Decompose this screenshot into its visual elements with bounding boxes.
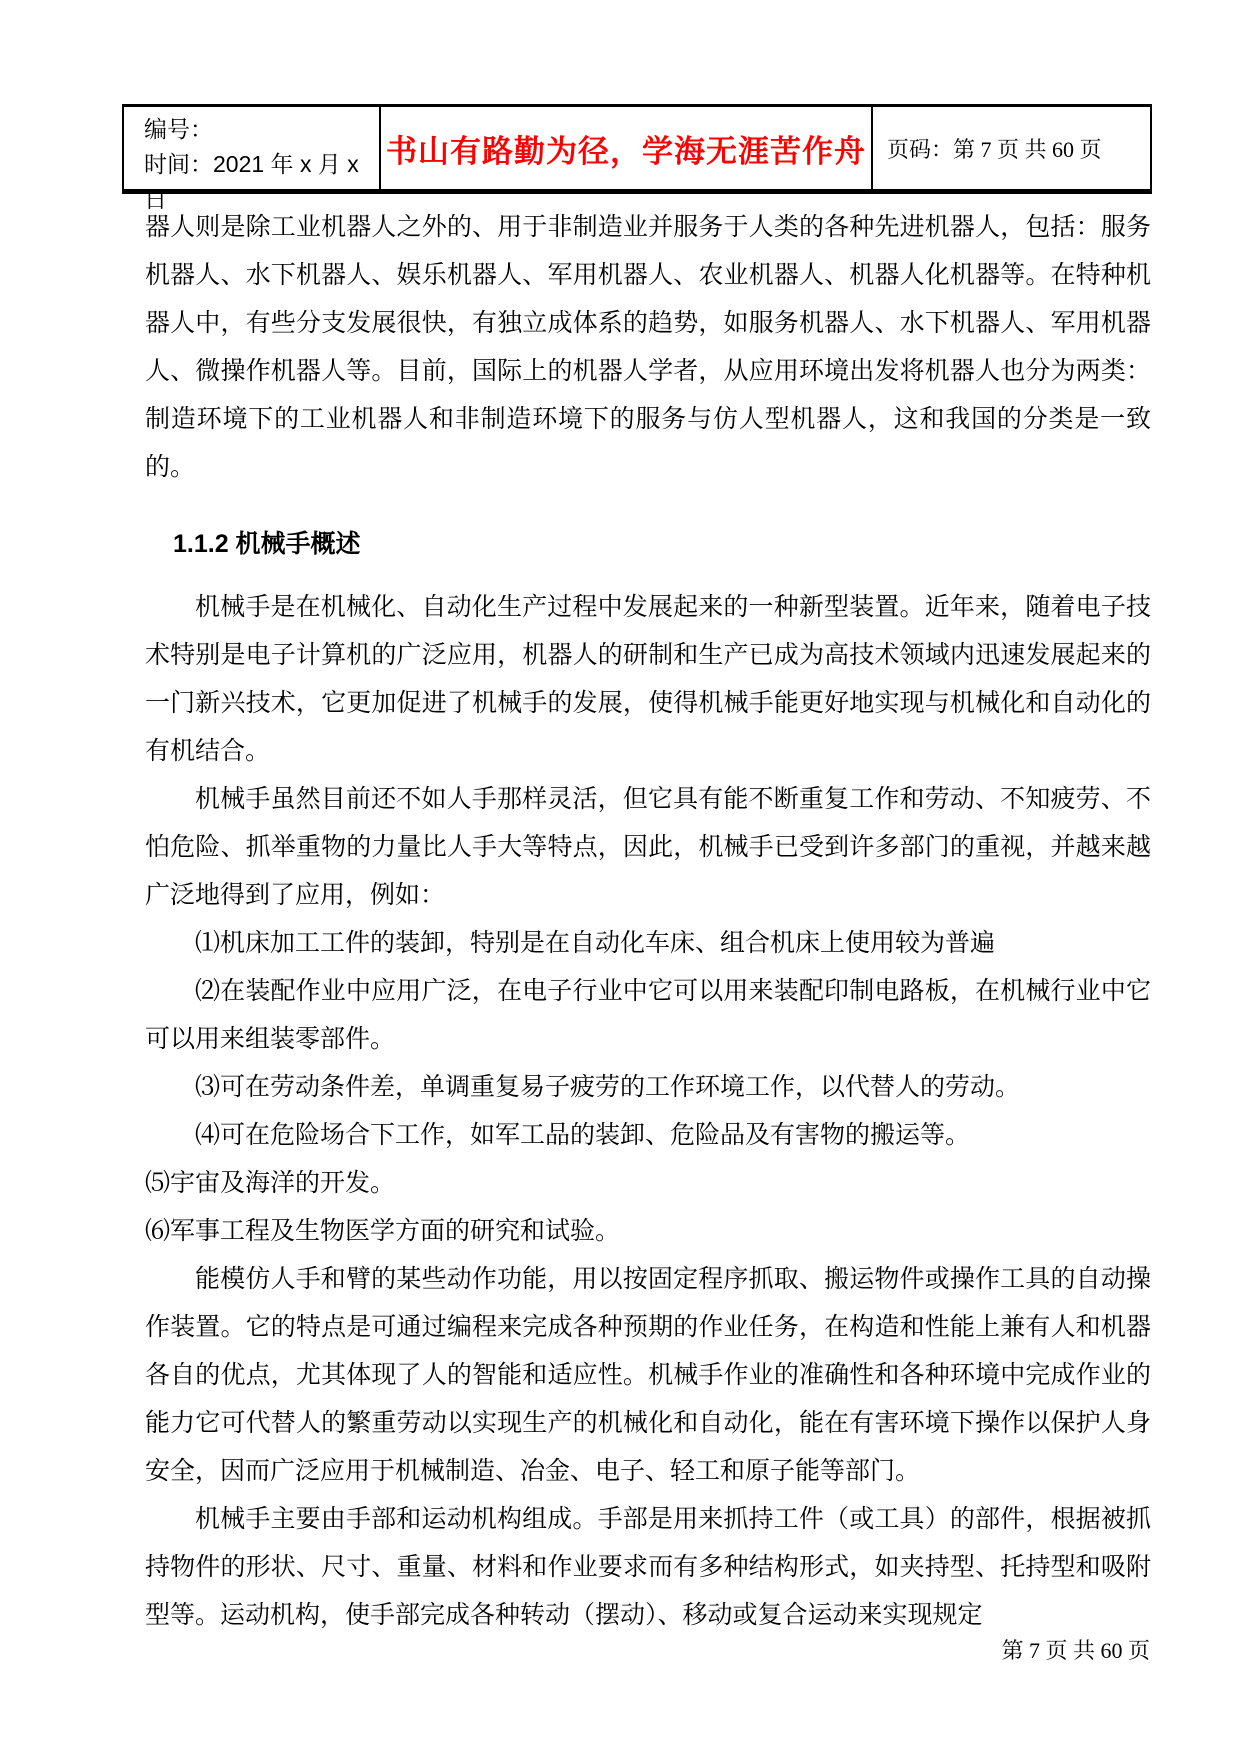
paragraph-robot-classification: 器人则是除工业机器人之外的、用于非制造业并服务于人类的各种先进机器人，包括：服务机器人、水下机器人、娱乐机器人、军用机器人、农业机器人、机器人化机器等。在特种机器人中，有些分支发展很快，有独立成体系的趋势，如服务机器人、水下机器人、军用机器人、微操作机器人等。目前，国际上的机器人学者，从应用环境出发将机器人也分为两类：制造环境下的工业机器人和非制造环境下的服务与仿人型机器人，这和我国的分类是一致的。 <box>145 214 1151 481</box>
section-heading-1-1-2: 1.1.2 机械手概述 <box>173 530 361 558</box>
paragraph-manipulator-parts: 机械手主要由手部和运动机构组成。手部是用来抓持工件（或工具）的部件，根据被抓持物件的形状、尺寸、重量、材料和作业要求而有多种结构形式，如夹持型、托持型和吸附型等。运动机构，使手部完成各种转动（摆动）、移动或复合运动来实现规定 <box>145 1506 1151 1629</box>
list-item-3: ⑶可在劳动条件差，单调重复易子疲劳的工作环境工作，以代替人的劳动。 <box>195 1074 1021 1101</box>
page-header <box>122 104 1152 212</box>
header-page-info: 页码：第 7 页 共 60 页 <box>871 107 1150 189</box>
document-body <box>145 204 1151 1640</box>
page-footer: 第 7 页 共 60 页 <box>1001 1638 1150 1663</box>
list-item-2: ⑵在装配作业中应用广泛，在电子行业中它可以用来装配印制电路板，在机械行业中它可以用来组装零部件。 <box>145 978 1151 1053</box>
header-left-cell <box>124 107 379 212</box>
list-item-5: ⑸宇宙及海洋的开发。 <box>145 1170 396 1197</box>
paragraph-manipulator-features: 机械手虽然目前还不如人手那样灵活，但它具有能不断重复工作和劳动、不知疲劳、不怕危险、抓举重物的力量比人手大等特点，因此，机械手已受到许多部门的重视，并越来越广泛地得到了应用，例如： <box>145 786 1151 909</box>
header-motto: 书山有路勤为径，学海无涯苦作舟 <box>379 107 871 189</box>
paragraph-manipulator-intro: 机械手是在机械化、自动化生产过程中发展起来的一种新型装置。近年来，随着电子技术特别是电子计算机的广泛应用，机器人的研制和生产已成为高技术领域内迅速发展起来的一门新兴技术，它更加促进了机械手的发展，使得机械手能更好地实现与机械化和自动化的有机结合。 <box>145 594 1151 765</box>
list-item-4: ⑷可在危险场合下工作，如军工品的装卸、危险品及有害物的搬运等。 <box>195 1122 971 1149</box>
doc-number-label: 编号： <box>144 116 213 142</box>
list-item-6: ⑹军事工程及生物医学方面的研究和试验。 <box>145 1218 621 1245</box>
doc-date-label: 时间：2021 年 x 月 x 日 <box>144 151 359 212</box>
list-item-1: ⑴机床加工工件的装卸，特别是在自动化车床、组合机床上使用较为普遍 <box>195 930 996 957</box>
paragraph-imitation-device: 能模仿人手和臂的某些动作功能，用以按固定程序抓取、搬运物件或操作工具的自动操作装置。它的特点是可通过编程来完成各种预期的作业任务，在构造和性能上兼有人和机器各自的优点，尤其体现了人的智能和适应性。机械手作业的准确性和各种环境中完成作业的能力它可代替人的繁重劳动以实现生产的机械化和自动化，能在有害环境下操作以保护人身安全，因而广泛应用于机械制造、冶金、电子、轻工和原子能等部门。 <box>145 1266 1151 1485</box>
